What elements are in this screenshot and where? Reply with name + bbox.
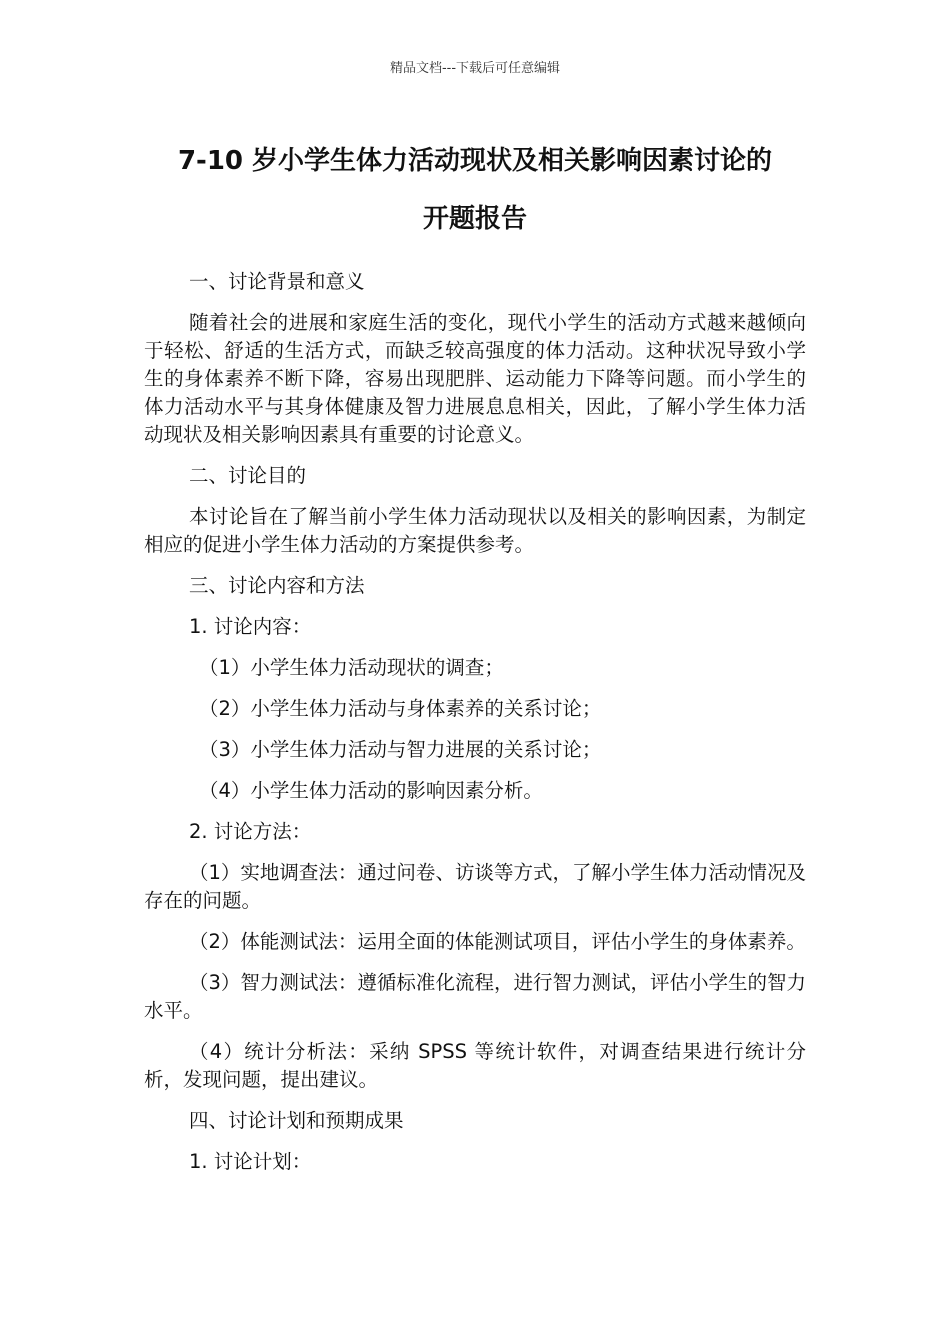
method-item: （4）统计分析法：采纳 SPSS 等统计软件，对调查结果进行统计分析，发现问题，提出建议。 xyxy=(144,1040,806,1091)
section-heading-background: 一、讨论背景和意义 xyxy=(189,270,365,293)
section-heading-purpose: 二、讨论目的 xyxy=(189,464,307,487)
subheading-content: 1. 讨论内容： xyxy=(189,615,312,638)
header-note: 精品文档---下载后可任意编辑 xyxy=(389,61,561,76)
section-heading-content-methods: 三、讨论内容和方法 xyxy=(189,574,365,597)
content-item: （4）小学生体力活动的影响因素分析。 xyxy=(199,779,543,802)
background-paragraph: 随着社会的进展和家庭生活的变化，现代小学生的活动方式越来越倾向于轻松、舒适的生活方式，而缺乏较高强度的体力活动。这种状况导致小学生的身体素养不断下降，容易出现肥胖、运动能力下降等问题。而小学生的体力活动水平与其身体健康及智力进展息息相关，因此，了解小学生体力活动现状及相关影响因素具有重要的讨论意义。 xyxy=(144,311,806,446)
title-line-2: 开题报告 xyxy=(422,204,527,234)
title-line-1: 7-10 岁小学生体力活动现状及相关影响因素讨论的 xyxy=(177,146,773,176)
document-title xyxy=(120,132,830,248)
method-item: （2）体能测试法：运用全面的体能测试项目，评估小学生的身体素养。 xyxy=(189,930,806,953)
subheading-plan: 1. 讨论计划： xyxy=(189,1150,312,1173)
document-body xyxy=(144,268,806,1189)
method-item: （1）实地调查法：通过问卷、访谈等方式，了解小学生体力活动情况及存在的问题。 xyxy=(144,861,806,912)
content-item: （2）小学生体力活动与身体素养的关系讨论； xyxy=(199,697,602,720)
subheading-methods: 2. 讨论方法： xyxy=(189,820,312,843)
content-item: （3）小学生体力活动与智力进展的关系讨论； xyxy=(199,738,602,761)
section-heading-plan: 四、讨论计划和预期成果 xyxy=(189,1109,404,1132)
content-item: （1）小学生体力活动现状的调查； xyxy=(199,656,504,679)
purpose-paragraph: 本讨论旨在了解当前小学生体力活动现状以及相关的影响因素，为制定相应的促进小学生体力活动的方案提供参考。 xyxy=(144,505,806,556)
method-item: （3）智力测试法：遵循标准化流程，进行智力测试，评估小学生的智力水平。 xyxy=(144,971,806,1022)
